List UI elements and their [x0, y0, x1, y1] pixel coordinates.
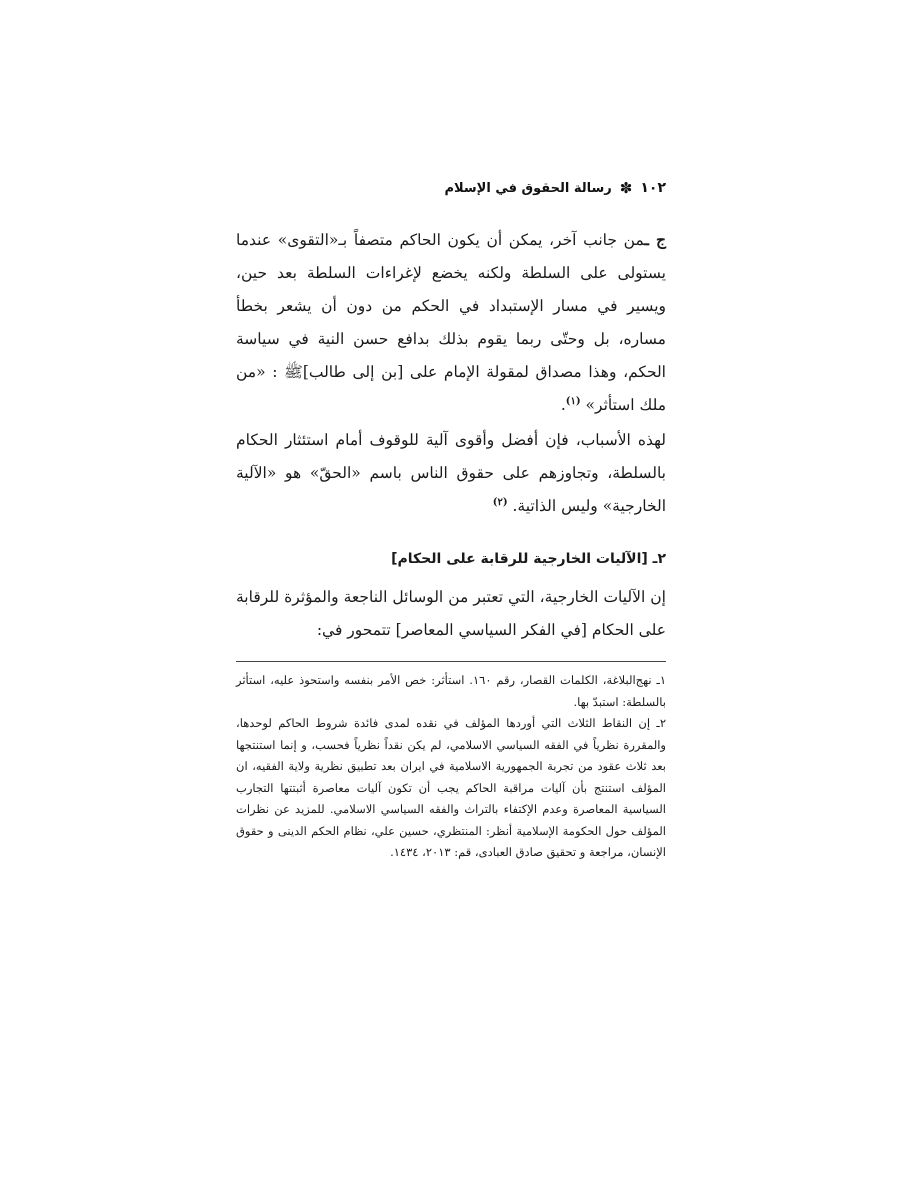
paragraph-1-text: من جانب آخر، يمكن أن يكون الحاكم متصفاً بـ«التقوى» عندما يستولى على السلطة ولكنه يخضع لإغراءات السلطة بعد حين، ويسير في مسار الإستبداد في الحكم من دون أن يشعر بخطأ مساره، بل وحتّى ربما يقوم بذلك بدافع حسن النية في سياسة الحكم، وهذا مصداق لمقولة الإمام على [بن إلى طالب]ﷺ : «من ملك استأثر» [236, 231, 666, 414]
footnote-2: ٢ـ إن النقاط الثلاث التي أوردها المؤلف في نقده لمدى فائدة شروط الحاكم لوحدها، والمقررة نظرياً في الفقه السياسي الاسلامي، لم يكن نقداً نظرياً فحسب، و إنما استنتجها بعد ثلاث عقود من تجربة الجمهورية الاسلامية في ايران بعد تطبيق نظرية ولاية الفقيه، ان المؤلف استنتج بأن آليات مراقبة الحاكم يجب أن تكون آليات معاصرة أثبتتها التجارب السياسية المعاصرة وعدم الإكتفاء بالتراث والفقه السياسي الاسلامي. للمزيد عن نظرات المؤلف حول الحكومة الإسلامية أنظر: المنتظري، حسين علي، نظام الحكم الدينى و حقوق الإنسان، مراجعة و تحقيق صادق العبادى، قم: ٢٠١٣، ١٤٣٤. [236, 716, 666, 859]
paragraph-3 [236, 581, 666, 647]
paragraph-1 [236, 223, 666, 422]
running-header [236, 175, 666, 201]
paragraph-1-lead: ج ـ [644, 230, 666, 249]
section-heading: ٢ـ [الآليات الخارجية للرقابة على الحكام] [391, 551, 666, 567]
footnote-1: ١ـ نهج‌البلاغة، الكلمات القصار، رقم ١٦٠. استأثر: خص الأمر بنفسه واستحوذ عليه، استأثر بالسلطة: استبدّ بها. [236, 673, 666, 709]
paragraph-2 [236, 424, 666, 523]
book-page [236, 175, 666, 864]
page-number: ١٠٢ [640, 180, 666, 196]
running-title: رسالة الحقوق في الإسلام [444, 180, 612, 196]
flower-ornament-icon: ✽ [619, 178, 633, 197]
paragraph-2-text: لهذه الأسباب، فإن أفضل وأقوى آلية للوقوف أمام استئثار الحكام بالسلطة، وتجاوزهم على حقوق الناس باسم «الحقّ» هو «الآلية الخارجية» وليس الذاتية. [236, 431, 666, 515]
footnote-ref-2: (٢) [492, 496, 508, 508]
paragraph-1-end: . [560, 396, 566, 414]
footnote-ref-1: (١) [565, 395, 581, 407]
footnote-divider [236, 661, 666, 662]
paragraph-3-text: إن الآليات الخارجية، التي تعتبر من الوسائل الناجعة والمؤثرة للرقابة على الحكام [في الفكر السياسي المعاصر] تتمحور في: [236, 588, 666, 639]
